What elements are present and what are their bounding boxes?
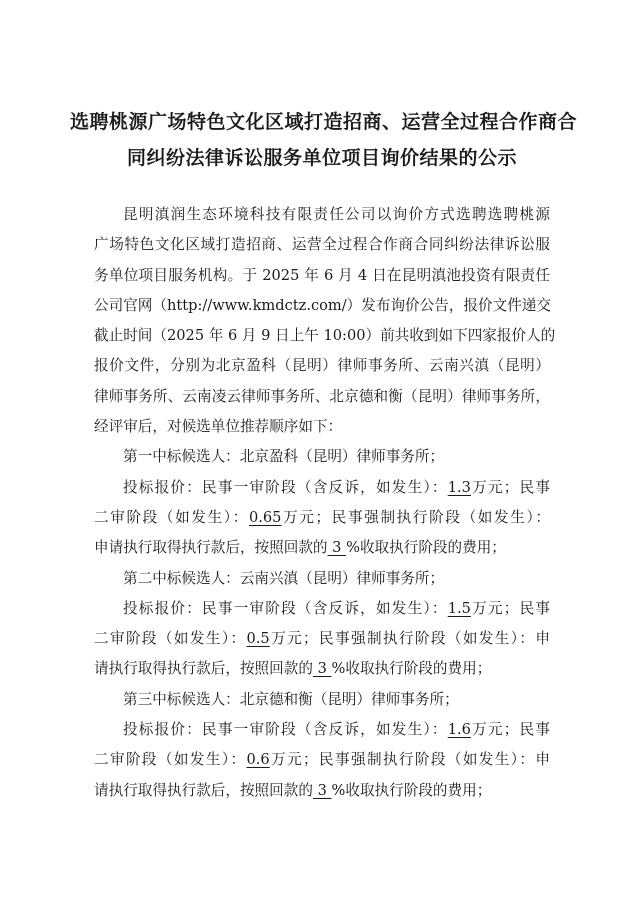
first-instance-fee: 1.3 [447, 478, 471, 496]
quote-text: 万元；民事强制执行阶段（如发生）：申 [269, 630, 551, 648]
intro-line: 截止时间（2025 年 6 月 9 日上午 10:00）前共收到如下四家报价人的 [94, 327, 556, 345]
quote-text: 申请执行取得执行款后，按照回款的 [94, 539, 328, 557]
quote-line [94, 594, 550, 624]
quote-text: 万元；民事 [470, 478, 550, 496]
enforcement-percent [313, 782, 332, 799]
candidate-2-rank: 第二中标候选人：云南兴滇（昆明）律师事务所； [123, 569, 445, 587]
quote-line [94, 473, 550, 503]
title-line-1: 选聘桃源广场特色文化区域打造招商、运营全过程合作商合 [70, 111, 578, 133]
quote-text: 投标报价：民事一审阶段（含反诉，如发生）： [123, 721, 448, 739]
quote-text: %收取执行阶段的费用； [331, 660, 492, 678]
intro-paragraph [94, 200, 556, 442]
quote-text: 二审阶段（如发生）： [94, 508, 249, 526]
first-instance-fee: 1.6 [447, 721, 471, 739]
quote-line [94, 503, 550, 533]
title-line-2: 同纠纷法律诉讼服务单位项目询价结果的公示 [126, 147, 517, 169]
candidate-3-quote [94, 715, 550, 806]
enforcement-percent [328, 539, 347, 556]
candidate-1-quote [94, 473, 550, 564]
quote-text: 二审阶段（如发生）： [94, 630, 247, 648]
quote-text: 请执行取得执行款后，按照回款的 [94, 781, 313, 799]
quote-line [94, 654, 550, 684]
quote-text: 投标报价：民事一审阶段（含反诉，如发生）： [123, 599, 448, 617]
intro-line: 昆明滇润生态环境科技有限责任公司以询价方式选聘选聘桃源 [123, 206, 550, 223]
quote-text: 万元；民事 [470, 599, 550, 617]
quote-text: 请执行取得执行款后，按照回款的 [94, 660, 313, 678]
candidate-1-rank: 第一中标候选人：北京盈科（昆明）律师事务所； [123, 448, 445, 466]
first-instance-fee: 1.5 [447, 599, 471, 617]
quote-text: %收取执行阶段的费用； [331, 781, 492, 799]
intro-line: 务单位项目服务机构。于 2025 年 6 月 4 日在昆明滇池投资有限责任 [94, 266, 550, 284]
intro-line: 经评审后，对候选单位推荐顺序如下： [94, 418, 343, 436]
quote-line [94, 533, 550, 563]
quote-text: 投标报价：民事一审阶段（含反诉，如发生）： [123, 478, 448, 496]
document-title [70, 104, 578, 176]
candidate-2-quote [94, 594, 550, 685]
quote-line [94, 624, 550, 654]
second-instance-fee: 0.65 [248, 508, 282, 526]
enforcement-percent-value: 3 [317, 660, 327, 678]
intro-line: 公司官网（http://www.kmdctz.com/）发布询价公告，报价文件递交 [94, 296, 551, 314]
quote-line [94, 745, 550, 775]
enforcement-percent-value: 3 [317, 781, 327, 799]
quote-text: 万元；民事强制执行阶段（如发生）： [281, 508, 551, 526]
enforcement-percent [313, 660, 332, 677]
intro-line: 律师事务所、云南凌云律师事务所、北京德和衡（昆明）律师事务所， [94, 387, 550, 405]
second-instance-fee: 0.5 [246, 630, 270, 648]
document-body [94, 200, 556, 806]
enforcement-percent-value: 3 [332, 539, 342, 557]
quote-text: 二审阶段（如发生）： [94, 751, 247, 769]
second-instance-fee: 0.6 [246, 751, 270, 769]
quote-line [94, 715, 550, 745]
candidate-3-rank: 第三中标候选人：北京德和衡（昆明）律师事务所； [123, 690, 459, 708]
quote-text: %收取执行阶段的费用； [346, 539, 506, 557]
quote-line [94, 776, 550, 806]
intro-line: 报价文件，分别为北京盈科（昆明）律师事务所、云南兴滇（昆明） [94, 357, 550, 375]
quote-text: 万元；民事 [470, 721, 550, 739]
quote-text: 万元；民事强制执行阶段（如发生）：申 [269, 751, 551, 769]
intro-line: 广场特色文化区域打造招商、运营全过程合作商合同纠纷法律诉讼服 [94, 236, 550, 254]
